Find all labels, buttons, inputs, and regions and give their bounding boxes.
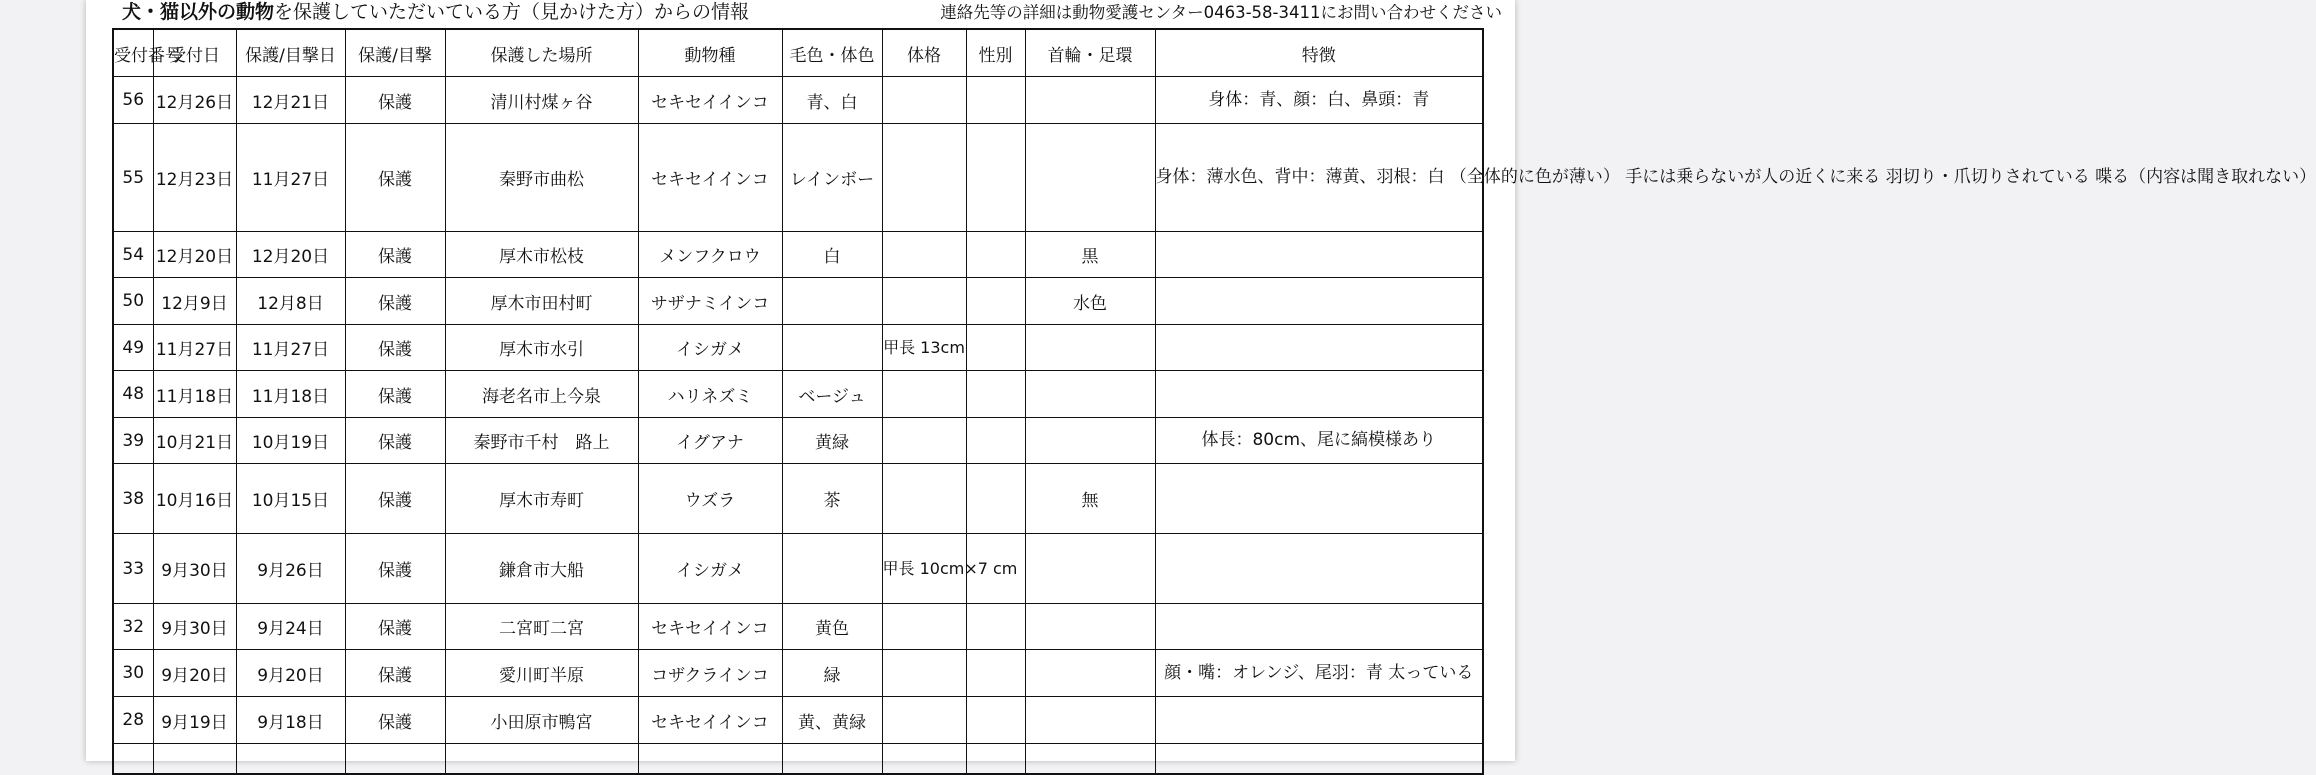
header-row — [113, 29, 1483, 77]
cell-color: 黄、黄緑 — [782, 697, 882, 744]
cell-sex — [966, 744, 1025, 774]
cell-found-date: 12月8日 — [236, 278, 345, 325]
cell-number: 48 — [113, 371, 153, 418]
cell-place: 厚木市田村町 — [445, 278, 638, 325]
cell-species: イグアナ — [638, 418, 782, 464]
header-cell-number: 受付番号 — [113, 29, 153, 77]
cell-sex — [966, 232, 1025, 278]
table-row — [113, 325, 1483, 371]
cell-collar — [1025, 418, 1155, 464]
cell-color — [782, 278, 882, 325]
table-row — [113, 697, 1483, 744]
records-table — [112, 28, 2316, 775]
cell-type — [345, 744, 445, 774]
cell-species: イシガメ — [638, 325, 782, 371]
cell-type: 保護 — [345, 232, 445, 278]
cell-number: 30 — [113, 650, 153, 697]
cell-place: 小田原市鴨宮 — [445, 697, 638, 744]
cell-place: 秦野市千村 路上 — [445, 418, 638, 464]
cell-color: 緑 — [782, 650, 882, 697]
title-row — [122, 0, 1502, 26]
cell-size — [882, 464, 966, 534]
cell-type: 保護 — [345, 77, 445, 124]
cell-collar: 黒 — [1025, 232, 1155, 278]
cell-number: 55 — [113, 124, 153, 232]
cell-color — [782, 744, 882, 774]
cell-sex — [966, 418, 1025, 464]
page-title-bold: 犬・猫以外の動物 — [122, 1, 275, 23]
cell-features — [1155, 325, 1483, 371]
cell-features — [1155, 534, 1483, 604]
cell-found-date: 9月24日 — [236, 604, 345, 650]
cell-sex — [966, 325, 1025, 371]
cell-collar — [1025, 124, 1155, 232]
cell-collar: 水色 — [1025, 278, 1155, 325]
cell-species: セキセイインコ — [638, 697, 782, 744]
cell-number: 28 — [113, 697, 153, 744]
cell-color: 黄緑 — [782, 418, 882, 464]
cell-place: 厚木市寿町 — [445, 464, 638, 534]
cell-size — [882, 124, 966, 232]
cell-features — [1155, 371, 1483, 418]
cell-size — [882, 278, 966, 325]
table-row — [113, 124, 1483, 232]
cell-found-date: 12月20日 — [236, 232, 345, 278]
cell-found-date: 11月27日 — [236, 124, 345, 232]
cell-number: 32 — [113, 604, 153, 650]
cell-found-date: 11月27日 — [236, 325, 345, 371]
cell-received-date: 12月26日 — [153, 77, 236, 124]
cell-type: 保護 — [345, 278, 445, 325]
cell-collar — [1025, 650, 1155, 697]
cell-size — [882, 418, 966, 464]
cell-size: 甲長 10cm×7 cm — [882, 534, 966, 604]
header-cell-features: 特徴 — [1155, 29, 1483, 77]
cell-species: ハリネズミ — [638, 371, 782, 418]
cell-type: 保護 — [345, 604, 445, 650]
cell-sex — [966, 604, 1025, 650]
cell-received-date: 10月21日 — [153, 418, 236, 464]
cell-size — [882, 650, 966, 697]
cell-color: ベージュ — [782, 371, 882, 418]
cell-color: 黄色 — [782, 604, 882, 650]
cell-received-date: 12月23日 — [153, 124, 236, 232]
cell-collar — [1025, 325, 1155, 371]
cell-place: 厚木市松枝 — [445, 232, 638, 278]
cell-place: 愛川町半原 — [445, 650, 638, 697]
table-row — [113, 744, 1483, 774]
cell-sex — [966, 464, 1025, 534]
cell-number: 38 — [113, 464, 153, 534]
cell-features: 身体：薄水色、背中：薄黄、羽根：白 （全体的に色が薄い） 手には乗らないが人の近くに来る 羽切り・爪切りされている 喋る（内容は聞き取れない） — [1155, 124, 1483, 232]
table-row — [113, 418, 1483, 464]
cell-place: 厚木市水引 — [445, 325, 638, 371]
header-cell-received-date: 受付日 — [153, 29, 236, 77]
cell-color: 白 — [782, 232, 882, 278]
cell-color: レインボー — [782, 124, 882, 232]
cell-found-date: 9月26日 — [236, 534, 345, 604]
cell-number: 54 — [113, 232, 153, 278]
cell-type: 保護 — [345, 325, 445, 371]
cell-number: 33 — [113, 534, 153, 604]
cell-number: 49 — [113, 325, 153, 371]
cell-features — [1155, 278, 1483, 325]
cell-found-date: 9月18日 — [236, 697, 345, 744]
cell-received-date: 9月30日 — [153, 604, 236, 650]
cell-type: 保護 — [345, 697, 445, 744]
cell-type: 保護 — [345, 418, 445, 464]
records-body — [113, 77, 2316, 774]
cell-found-date: 11月18日 — [236, 371, 345, 418]
contact-info: 連絡先等の詳細は動物愛護センター0463-58-3411にお問い合わせください — [940, 3, 1502, 22]
cell-place: 清川村煤ヶ谷 — [445, 77, 638, 124]
cell-collar — [1025, 534, 1155, 604]
cell-species: セキセイインコ — [638, 124, 782, 232]
cell-received-date: 9月19日 — [153, 697, 236, 744]
cell-color — [782, 534, 882, 604]
cell-number: 50 — [113, 278, 153, 325]
cell-features — [1155, 464, 1483, 534]
cell-collar: 無 — [1025, 464, 1155, 534]
cell-size — [882, 697, 966, 744]
cell-found-date: 12月21日 — [236, 77, 345, 124]
cell-found-date — [236, 744, 345, 774]
cell-place: 二宮町二宮 — [445, 604, 638, 650]
table-row — [113, 77, 1483, 124]
document-page — [86, 0, 2316, 761]
cell-received-date: 9月30日 — [153, 534, 236, 604]
cell-species: コザクラインコ — [638, 650, 782, 697]
header-cell-sex: 性別 — [966, 29, 1025, 77]
cell-sex — [966, 278, 1025, 325]
page-title — [122, 0, 749, 24]
cell-collar — [1025, 697, 1155, 744]
cell-sex — [966, 697, 1025, 744]
cell-species: メンフクロウ — [638, 232, 782, 278]
cell-sex — [966, 650, 1025, 697]
cell-features — [1155, 604, 1483, 650]
cell-species — [638, 744, 782, 774]
header-cell-size: 体格 — [882, 29, 966, 77]
cell-received-date: 11月18日 — [153, 371, 236, 418]
cell-type: 保護 — [345, 650, 445, 697]
cell-sex — [966, 124, 1025, 232]
table-row — [113, 278, 1483, 325]
cell-received-date: 10月16日 — [153, 464, 236, 534]
cell-place: 海老名市上今泉 — [445, 371, 638, 418]
cell-size — [882, 371, 966, 418]
header-cell-species: 動物種 — [638, 29, 782, 77]
cell-features: 顔・嘴：オレンジ、尾羽：青 太っている — [1155, 650, 1483, 697]
cell-features — [1155, 232, 1483, 278]
cell-species: セキセイインコ — [638, 77, 782, 124]
cell-collar — [1025, 744, 1155, 774]
cell-place — [445, 744, 638, 774]
cell-type: 保護 — [345, 534, 445, 604]
header-cell-collar: 首輪・足環 — [1025, 29, 1155, 77]
cell-species: ウズラ — [638, 464, 782, 534]
cell-received-date: 12月20日 — [153, 232, 236, 278]
header-cell-color: 毛色・体色 — [782, 29, 882, 77]
cell-species: イシガメ — [638, 534, 782, 604]
cell-collar — [1025, 604, 1155, 650]
cell-features: 体長：80cm、尾に縞模様あり — [1155, 418, 1483, 464]
cell-species: セキセイインコ — [638, 604, 782, 650]
table-row — [113, 464, 1483, 534]
table-row — [113, 604, 1483, 650]
cell-collar — [1025, 77, 1155, 124]
header-cell-place: 保護した場所 — [445, 29, 638, 77]
header-cell-type: 保護/目撃 — [345, 29, 445, 77]
table-row — [113, 371, 1483, 418]
cell-features: 身体：青、顔：白、鼻頭：青 — [1155, 77, 1483, 124]
page-title-rest: を保護していただいている方（見かけた方）からの情報 — [274, 1, 750, 23]
cell-found-date: 10月15日 — [236, 464, 345, 534]
cell-size: 甲長 13cm — [882, 325, 966, 371]
cell-type: 保護 — [345, 124, 445, 232]
cell-received-date: 9月20日 — [153, 650, 236, 697]
cell-color — [782, 325, 882, 371]
cell-received-date: 11月27日 — [153, 325, 236, 371]
cell-size — [882, 77, 966, 124]
cell-sex — [966, 371, 1025, 418]
cell-number: 39 — [113, 418, 153, 464]
cell-received-date — [153, 744, 236, 774]
cell-place: 秦野市曲松 — [445, 124, 638, 232]
table-row — [113, 650, 1483, 697]
header-cell-found-date: 保護/目撃日 — [236, 29, 345, 77]
cell-features — [1155, 697, 1483, 744]
cell-color: 茶 — [782, 464, 882, 534]
cell-found-date: 9月20日 — [236, 650, 345, 697]
table-row — [113, 534, 1483, 604]
cell-size — [882, 604, 966, 650]
cell-features — [1155, 744, 1483, 774]
cell-received-date: 12月9日 — [153, 278, 236, 325]
cell-type: 保護 — [345, 464, 445, 534]
cell-type: 保護 — [345, 371, 445, 418]
table-row — [113, 232, 1483, 278]
cell-place: 鎌倉市大船 — [445, 534, 638, 604]
cell-collar — [1025, 371, 1155, 418]
cell-found-date: 10月19日 — [236, 418, 345, 464]
cell-number: 56 — [113, 77, 153, 124]
cell-number — [113, 744, 153, 774]
cell-sex — [966, 77, 1025, 124]
cell-size — [882, 744, 966, 774]
cell-color: 青、白 — [782, 77, 882, 124]
cell-species: サザナミインコ — [638, 278, 782, 325]
cell-size — [882, 232, 966, 278]
